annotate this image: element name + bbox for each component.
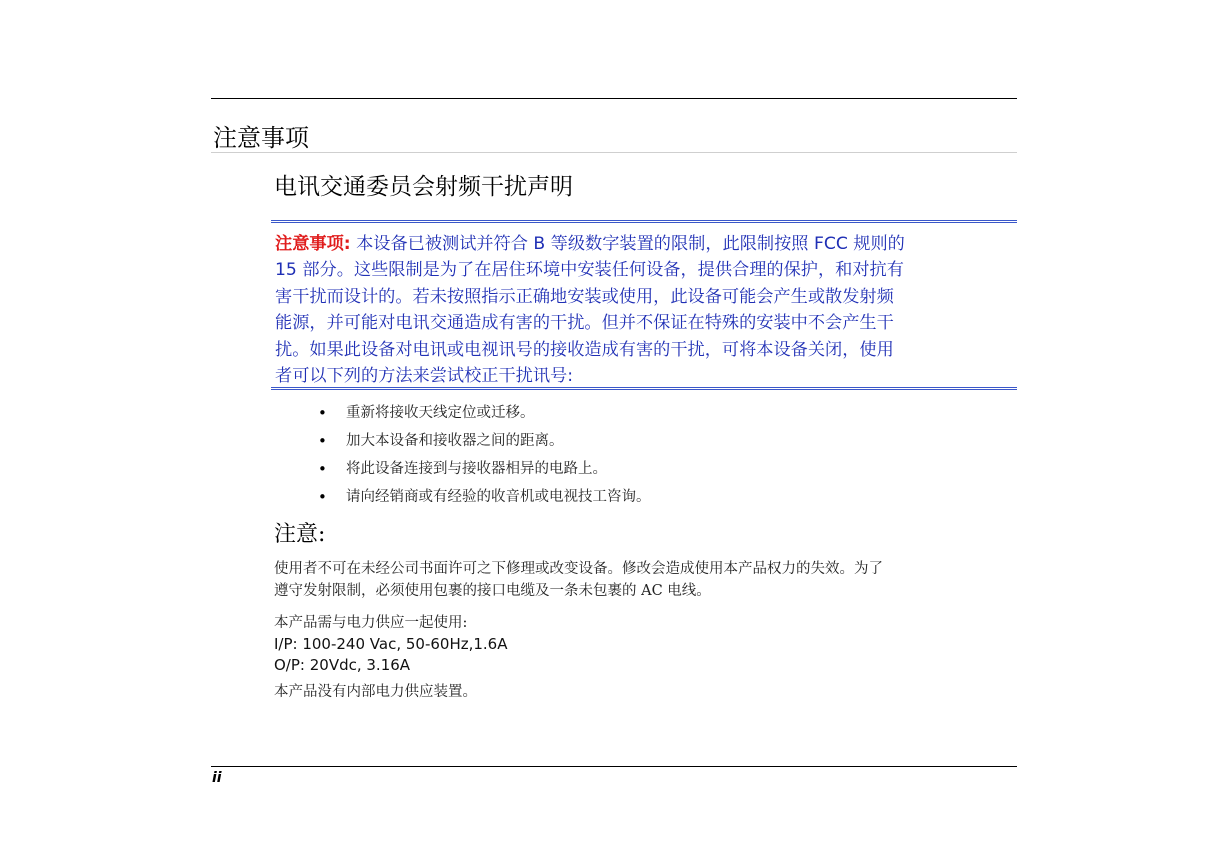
internal-power-note: 本产品没有内部电力供应装置。 (274, 684, 477, 700)
list-item (316, 458, 651, 486)
power-intro: 本产品需与电力供应一起使用: (274, 615, 468, 631)
output-spec: O/P: 20Vdc, 3.16A (274, 656, 411, 674)
bullet-icon: • (318, 488, 327, 506)
notice-label: 注意事项: (275, 234, 351, 254)
list-item (316, 402, 651, 430)
caution-heading: 注意: (274, 522, 326, 547)
remedy-list (316, 402, 651, 514)
section-subtitle: 电讯交通委员会射频干扰声明 (274, 174, 573, 200)
list-item (316, 430, 651, 458)
bullet-icon: • (318, 460, 327, 478)
notice-line: 害干扰而设计的。若未按照指示正确地安装或使用，此设备可能会产生或散发射频 (275, 286, 894, 307)
paragraph-line: 遵守发射限制，必须使用包裹的接口电缆及一条未包裹的 AC 电线。 (274, 583, 711, 599)
notice-line: 本设备已被测试并符合 B 等级数字装置的限制，此限制按照 FCC 规则的 (350, 234, 905, 254)
list-item (316, 486, 651, 514)
list-item-text: 重新将接收天线定位或迁移。 (346, 405, 535, 421)
page-number: ii (212, 770, 222, 786)
power-paragraph (274, 612, 1019, 676)
bullet-icon: • (318, 432, 327, 450)
notice-line: 能源，并可能对电讯交通造成有害的干扰。但并不保证在特殊的安装中不会产生干 (275, 313, 894, 334)
modification-paragraph (274, 558, 1019, 602)
input-spec: I/P: 100-240 Vac, 50-60Hz,1.6A (274, 635, 508, 653)
header-rule (211, 98, 1017, 99)
list-item-text: 请向经销商或有经验的收音机或电视技工咨询。 (346, 489, 651, 505)
notice-text (275, 231, 1013, 389)
footer-rule (211, 766, 1017, 767)
paragraph-line: 使用者不可在未经公司书面许可之下修理或改变设备。修改会造成使用本产品权力的失效。为了 (274, 561, 883, 577)
notice-line: 15 部分。这些限制是为了在居住环境中安装任何设备，提供合理的保护，和对抗有 (275, 260, 904, 281)
list-item-text: 将此设备连接到与接收器相异的电路上。 (346, 461, 607, 477)
list-item-text: 加大本设备和接收器之间的距离。 (346, 433, 564, 449)
notice-line: 扰。如果此设备对电讯或电视讯号的接收造成有害的干扰，可将本设备关闭，使用 (275, 339, 894, 360)
page-title: 注意事项 (213, 124, 309, 152)
bullet-icon: • (318, 404, 327, 422)
notice-box (271, 220, 1017, 390)
notice-line: 者可以下列的方法来尝试校正干扰讯号: (275, 366, 573, 387)
title-divider (211, 152, 1017, 153)
